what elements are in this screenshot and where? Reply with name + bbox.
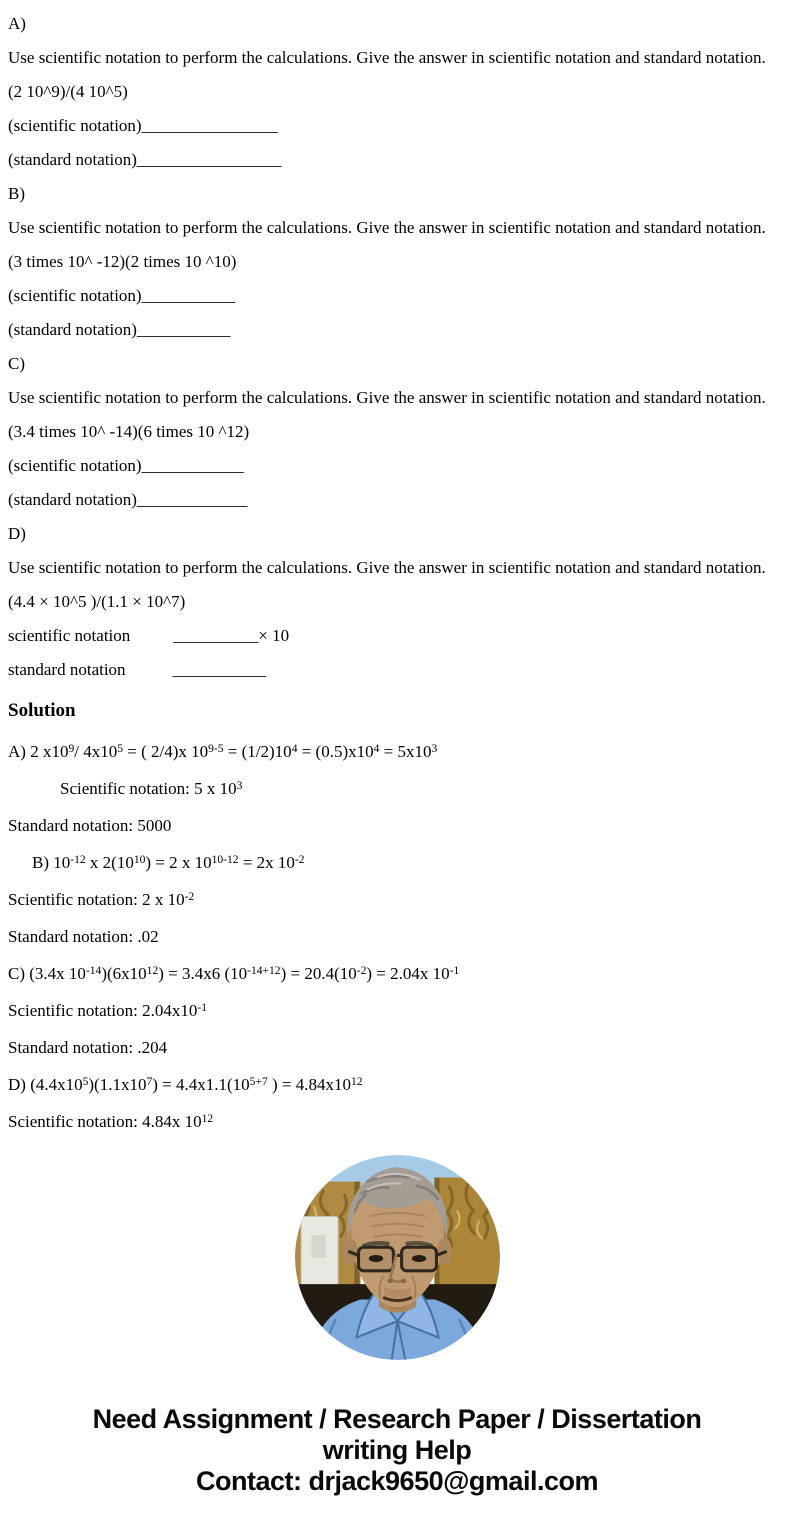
problem-section-d	[8, 523, 786, 680]
answer-label: standard notation	[8, 660, 126, 679]
contact-email: Contact: drjack9650@gmail.com	[196, 1466, 598, 1496]
solution-body	[8, 740, 786, 1133]
solution-b-scientific: Scientific notation: 2 x $10^{-2}$	[8, 889, 195, 909]
answer-blank: ___________	[141, 286, 236, 305]
answer-line-standard	[8, 149, 786, 170]
portrait-switch-plate	[301, 1217, 338, 1287]
problem-expression: (3.4 times 10^ -14)(6 times 10 ^12)	[8, 422, 250, 441]
problem-expression: (4.4 × 10^5 )/(1.1 × 10^7)	[8, 592, 186, 611]
answer-label: (scientific notation)	[8, 286, 142, 305]
solution-step-a: A) 2 $x10^9/$ $4x10^5$ = ( 2/4)x $10^{9-5} = (1/2)10^4 = (0.5)x10^4 = 5x10^3$	[8, 741, 438, 761]
answer-blank: ___________	[136, 320, 231, 339]
answer-label: (scientific notation)	[8, 116, 142, 135]
answer-line-scientific	[8, 115, 786, 136]
tutor-portrait-photo	[295, 1155, 500, 1360]
banner-line-2: writing Help	[322, 1435, 472, 1465]
answer-blank: __________	[173, 626, 259, 645]
document-page	[0, 13, 794, 1497]
answer-blank: ____________	[141, 456, 244, 475]
problem-section-c	[8, 353, 786, 510]
answer-suffix: × 10	[258, 626, 290, 645]
answer-label: (standard notation)	[8, 320, 137, 339]
answer-line-scientific	[8, 455, 786, 476]
answer-line-scientific	[8, 285, 786, 306]
solution-step-d: D) $(4.4x10^5)(1.1x10^7) = 4.4x1.1(10^{5+7}$ ) = $4.84x10^{12}$	[8, 1074, 363, 1094]
answer-blank: _____________	[136, 490, 248, 509]
problem-instruction: Use scientific notation to perform the calculations. Give the answer in scientific notation and standard notation.	[8, 48, 766, 67]
portrait-illustration	[295, 1155, 500, 1360]
problem-expression: (2 10^9)/(4 10^5)	[8, 82, 128, 101]
problem-label: C)	[8, 354, 25, 373]
problem-label: A)	[8, 14, 26, 33]
solution-b-standard: Standard notation: .02	[8, 927, 159, 946]
answer-line-standard	[8, 319, 786, 340]
solution-heading: Solution	[8, 700, 76, 721]
problem-instruction: Use scientific notation to perform the calculations. Give the answer in scientific notation and standard notation.	[8, 218, 766, 237]
problem-section-a	[8, 13, 786, 170]
answer-line-scientific	[8, 625, 786, 646]
answer-label: (standard notation)	[8, 490, 137, 509]
answer-line-standard	[8, 489, 786, 510]
problem-instruction: Use scientific notation to perform the calculations. Give the answer in scientific notation and standard notation.	[8, 558, 766, 577]
problem-label: D)	[8, 524, 26, 543]
problem-label: B)	[8, 184, 25, 203]
solution-c-standard: Standard notation: .204	[8, 1038, 168, 1057]
answer-blank: ________________	[141, 116, 278, 135]
solution-c-scientific: Scientific notation: $2.04x10^{-1}$	[8, 1000, 207, 1020]
answer-blank: ___________	[172, 660, 267, 679]
banner-line-1: Need Assignment / Research Paper / Dissertation	[92, 1404, 702, 1434]
answer-label: (standard notation)	[8, 150, 137, 169]
solution-d-scientific: Scientific notation: 4.84x $10^{12}$	[8, 1111, 214, 1131]
solution-a-standard: Standard notation: 5000	[8, 816, 172, 835]
problem-expression: (3 times 10^ -12)(2 times 10 ^10)	[8, 252, 237, 271]
answer-label: (scientific notation)	[8, 456, 142, 475]
answer-blank: _________________	[136, 150, 282, 169]
solution-a-scientific: Scientific notation: 5 x $10^3$	[60, 778, 243, 798]
solution-step-c: C) (3.4x $10^{-14})(6x10^{12}) = 3.4x6$ $(10^{-14+12}) = 20.4(10^{-2}) = 2.04x$ $10^{-1}$	[8, 963, 460, 983]
problem-instruction: Use scientific notation to perform the calculations. Give the answer in scientific notation and standard notation.	[8, 388, 766, 407]
contact-banner	[8, 1404, 786, 1497]
answer-line-standard	[8, 659, 786, 680]
problem-section-b	[8, 183, 786, 340]
solution-step-b: B) $10^{-12}$ x $2(10^{10}) = 2$ x $10^{10-12} = 2x$ $10^{-2}$	[32, 852, 305, 872]
answer-label: scientific notation	[8, 626, 131, 645]
